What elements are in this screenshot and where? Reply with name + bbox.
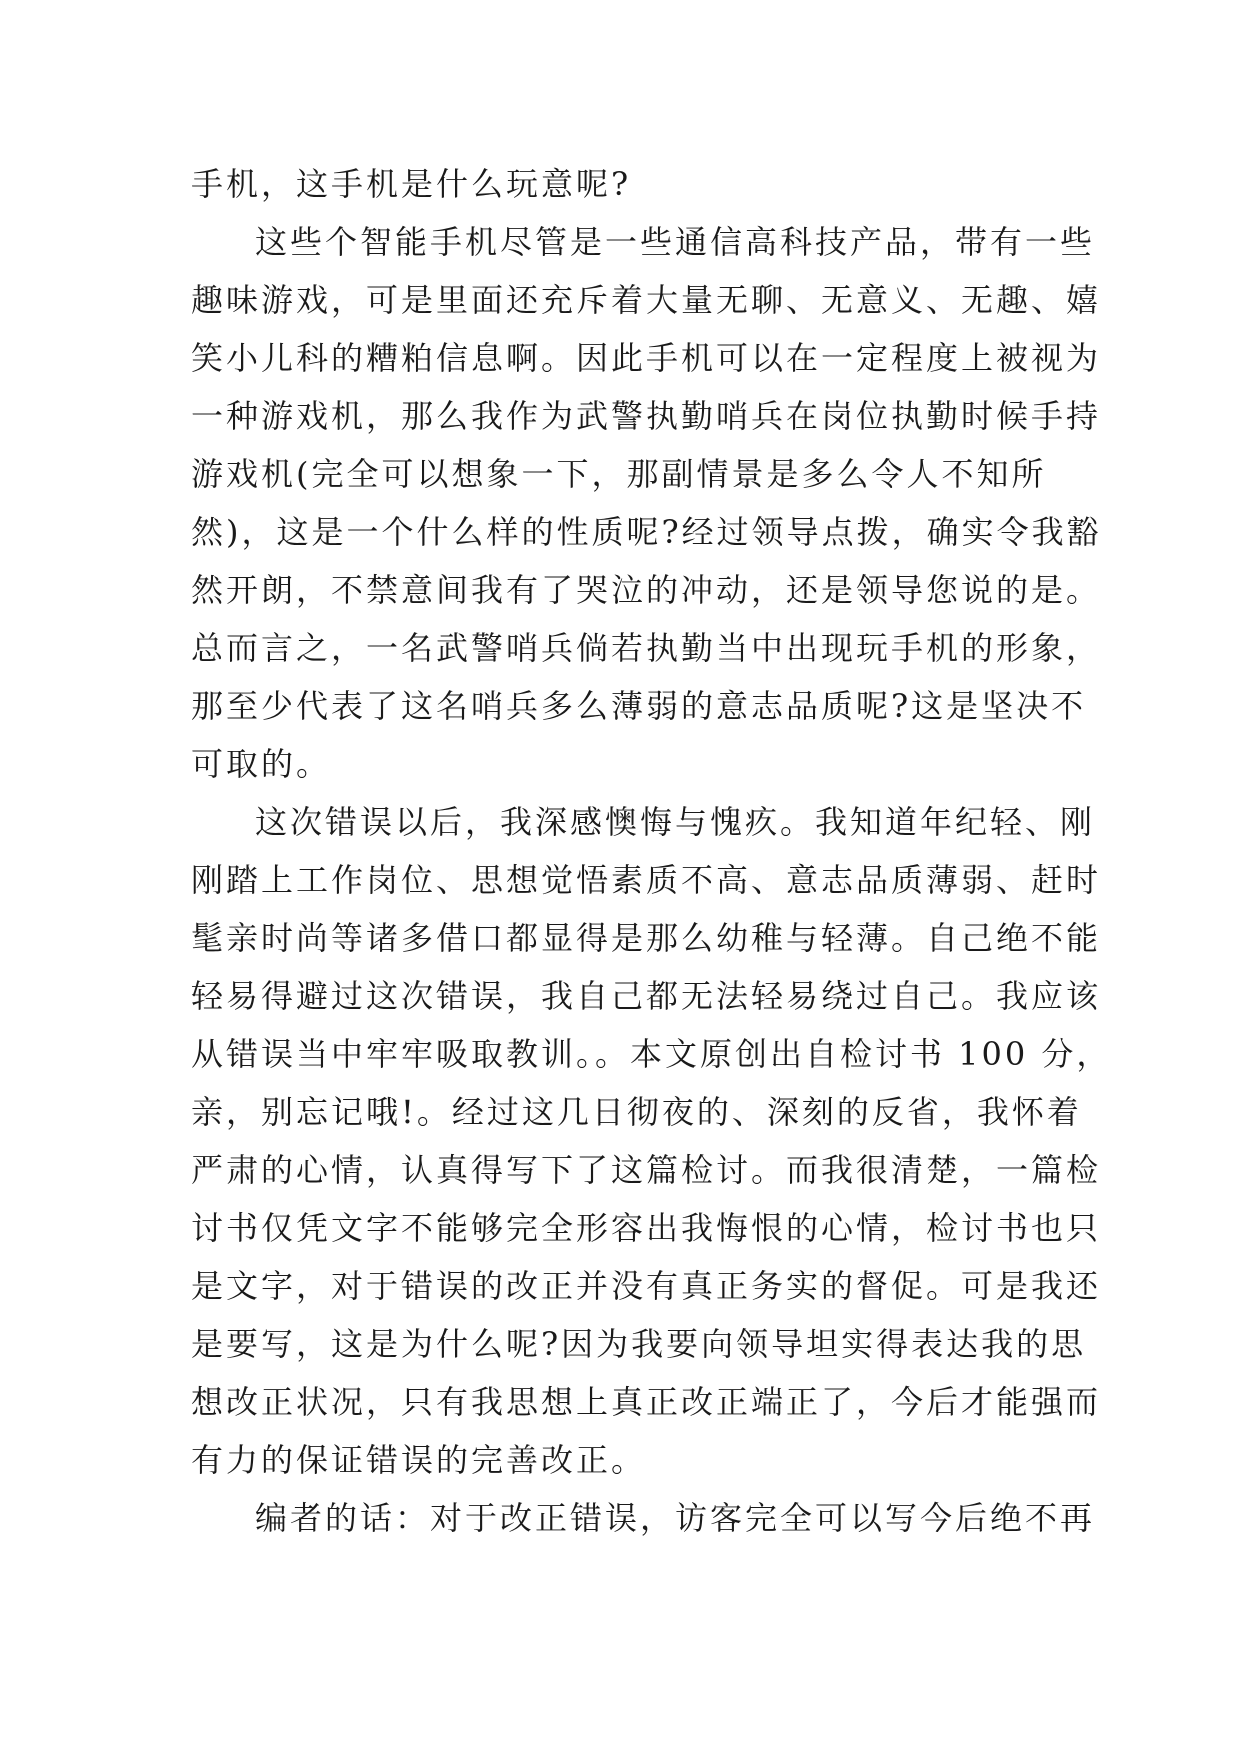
text-line: 是要写，这是为什么呢?因为我要向领导坦实得表达我的思 [191,1325,1087,1363]
paragraph-first-line: 这次错误以后，我深感懊悔与愧疚。我知道年纪轻、刚 [255,803,1096,841]
text-line: 刚踏上工作岗位、思想觉悟素质不高、意志品质薄弱、赶时 [191,861,1102,899]
text-line: 髦亲时尚等诸多借口都显得是那么幼稚与轻薄。自己绝不能 [191,919,1102,957]
text-line: 讨书仅凭文字不能够完全形容出我悔恨的心情，检讨书也只 [191,1209,1102,1247]
text-line: 那至少代表了这名哨兵多么薄弱的意志品质呢?这是坚决不 [191,687,1087,725]
text-line: 笑小儿科的糟粕信息啊。因此手机可以在一定程度上被视为 [191,339,1102,377]
text-line: 总而言之，一名武警哨兵倘若执勤当中出现玩手机的形象， [191,629,1102,667]
text-line: 想改正状况，只有我思想上真正改正端正了，今后才能强而 [191,1383,1102,1421]
text-line: 是文字，对于错误的改正并没有真正务实的督促。可是我还 [191,1267,1102,1305]
text-line: 轻易得避过这次错误，我自己都无法轻易绕过自己。我应该 [191,977,1102,1015]
text-line: 可取的。 [191,745,332,783]
text-line: 手机，这手机是什么玩意呢? [191,165,632,203]
body-text [191,155,1112,1547]
text-line: 亲，别忘记哦!。经过这几日彻夜的、深刻的反省，我怀着 [191,1093,1082,1131]
text-line: 然)，这是一个什么样的性质呢?经过领导点拨，确实令我豁 [191,513,1102,551]
text-line: 从错误当中牢牢吸取教训。。本文原创出自检讨书 100 分， [191,1035,1112,1073]
paragraph-first-line: 这些个智能手机尽管是一些通信高科技产品，带有一些 [255,223,1096,261]
text-line: 然开朗，不禁意间我有了哭泣的冲动，还是领导您说的是。 [191,571,1102,609]
text-line: 一种游戏机，那么我作为武警执勤哨兵在岗位执勤时候手持 [191,397,1102,435]
paragraph-first-line: 编者的话：对于改正错误，访客完全可以写今后绝不再 [255,1499,1096,1537]
text-line: 游戏机(完全可以想象一下，那副情景是多么令人不知所 [191,455,1047,493]
text-line: 有力的保证错误的完善改正。 [191,1441,647,1479]
text-line: 趣味游戏，可是里面还充斥着大量无聊、无意义、无趣、嬉 [191,281,1102,319]
text-line: 严肃的心情，认真得写下了这篇检讨。而我很清楚，一篇检 [191,1151,1102,1189]
